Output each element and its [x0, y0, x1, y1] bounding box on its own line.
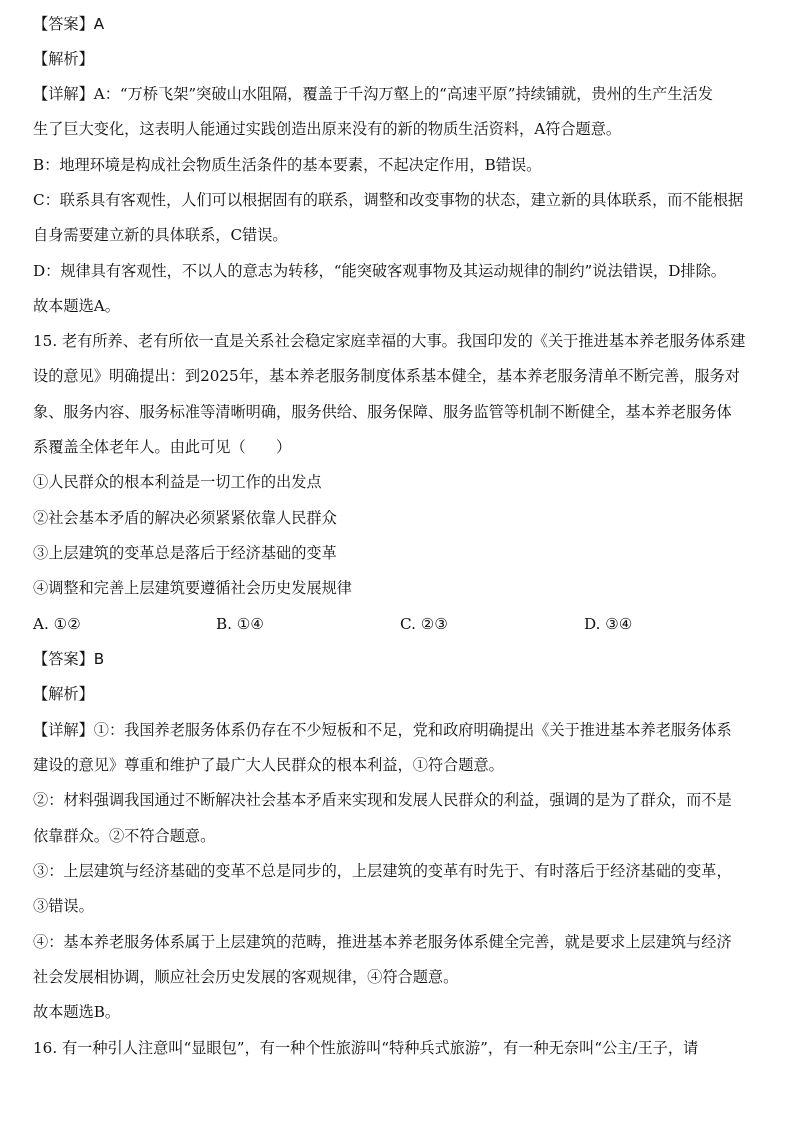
q15-item2-explanation-line-1: ②：材料强调我国通过不断解决社会基本矛盾来实现和发展人民群众的利益，强调的是为了群众，而不是: [33, 791, 732, 809]
q14-detail-line-2: 生了巨大变化，这表明人能通过实践创造出原来没有的新的物质生活资料，A符合题意。: [33, 120, 622, 138]
q15-item4-explanation-line-1: ④：基本养老服务体系属于上层建筑的范畴，推进基本养老服务体系健全完善，就是要求上层建筑与经济: [33, 933, 732, 951]
q15-option-d: D. ③④: [584, 615, 633, 633]
q15-item-2: ②社会基本矛盾的解决必须紧紧依靠人民群众: [33, 509, 337, 527]
q16-stem-line-1: 16. 有一种引人注意叫“显眼包”，有一种个性旅游叫“特种兵式旅游”，有一种无奈叫“公主/王子，请: [33, 1039, 699, 1057]
q15-item4-explanation-line-2: 社会发展相协调，顺应社会历史发展的客观规律，④符合题意。: [33, 968, 459, 986]
q15-item-3: ③上层建筑的变革总是落后于经济基础的变革: [33, 544, 337, 562]
q14-detail-line-1: 【详解】A：“万桥飞架”突破山水阻隔，覆盖于千沟万壑上的“高速平原”持续铺就，贵州的生产生活发: [33, 85, 713, 103]
q15-option-b: B. ①④: [216, 615, 265, 633]
q15-item-4: ④调整和完善上层建筑要遵循社会历史发展规律: [33, 579, 352, 597]
q15-stem-line-3: 象、服务内容、服务标准等清晰明确，服务供给、服务保障、服务监管等机制不断健全，基本养老服务体: [33, 403, 732, 421]
q14-c-explanation-line-1: C：联系具有客观性，人们可以根据固有的联系，调整和改变事物的状态，建立新的具体联系，而不能根据: [33, 191, 744, 209]
q15-detail-line-1: 【详解】①：我国养老服务体系仍存在不少短板和不足，党和政府明确提出《关于推进基本养老服务体系: [33, 721, 732, 739]
q15-option-a: A. ①②: [33, 615, 81, 633]
q15-analysis-label: 【解析】: [33, 685, 94, 703]
q15-item-1: ①人民群众的根本利益是一切工作的出发点: [33, 473, 322, 491]
q15-detail-line-2: 建设的意见》尊重和维护了最广大人民群众的根本利益，①符合题意。: [33, 756, 504, 774]
q14-d-explanation: D：规律具有客观性，不以人的意志为转移，“能突破客观事物及其运动规律的制约”说法错误，D排除。: [33, 262, 726, 280]
q15-item3-explanation-line-2: ③错误。: [33, 897, 94, 915]
q15-conclusion: 故本题选B。: [33, 1003, 121, 1021]
q14-conclusion: 故本题选A。: [33, 297, 120, 315]
q14-answer-line: 【答案】A: [33, 15, 105, 33]
q15-option-c: C. ②③: [400, 615, 448, 633]
q15-item2-explanation-line-2: 依靠群众。②不符合题意。: [33, 827, 216, 845]
q15-answer-line: 【答案】B: [33, 650, 105, 668]
q14-c-explanation-line-2: 自身需要建立新的具体联系，C错误。: [33, 226, 288, 244]
q15-stem-line-1: 15. 老有所养、老有所依一直是关系社会稳定家庭幸福的大事。我国印发的《关于推进基本养老服务体系建: [33, 332, 746, 350]
q14-b-explanation: B：地理环境是构成社会物质生活条件的基本要素，不起决定作用，B错误。: [33, 156, 542, 174]
q15-item3-explanation-line-1: ③：上层建筑与经济基础的变革不总是同步的，上层建筑的变革有时先于、有时落后于经济基础的变革，: [33, 862, 732, 880]
q15-stem-line-2: 设的意见》明确提出：到2025年，基本养老服务制度体系基本健全，基本养老服务清单不断完善，服务对: [33, 367, 740, 385]
q14-analysis-label: 【解析】: [33, 50, 94, 68]
q15-stem-line-4: 系覆盖全体老年人。由此可见（ ）: [33, 438, 292, 456]
